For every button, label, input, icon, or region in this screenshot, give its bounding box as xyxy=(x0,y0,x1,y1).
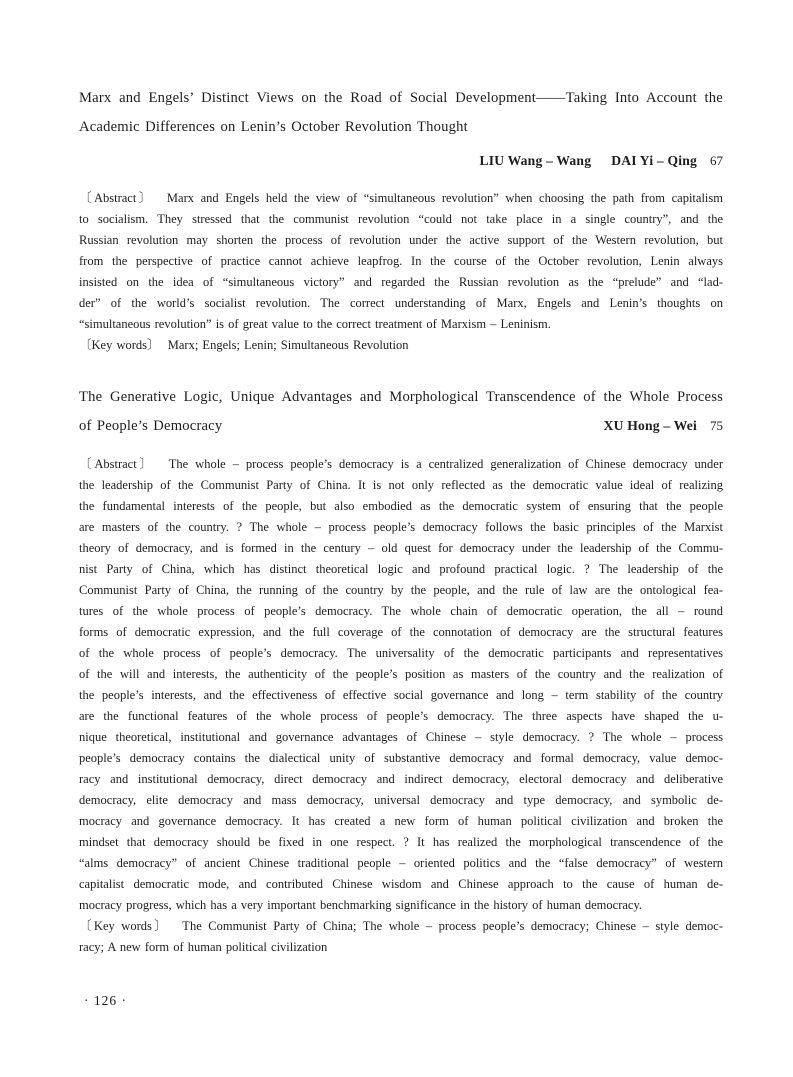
abstract-line: of the whole process of people’s democracy. The universality of the democratic participants and representatives xyxy=(79,646,723,660)
keywords-line: 〔Key words〕 The Communist Party of China; The whole – process people’s democracy; Chinese – style democ- xyxy=(79,919,723,933)
abstract-line: mocracy and governance democracy. It has created a new form of human political civilization and broken the xyxy=(79,814,723,828)
author-name: LIU Wang – Wang xyxy=(479,153,592,168)
article-title-line: Marx and Engels’ Distinct Views on the Road of Social Development——Taking Into Account the xyxy=(79,90,723,106)
abstract-line: racy and institutional democracy, direct democracy and indirect democracy, electoral democracy and deliberative xyxy=(79,772,723,786)
abstract-line: of the will and interests, the authenticity of the people’s position as masters of the country and the realization of xyxy=(79,667,723,681)
abstract-line: are masters of the country. ? The whole – process people’s democracy follows the basic principles of the Marxist xyxy=(79,520,723,534)
abstract-line: the fundamental interests of the people, but also embodied as the democratic system of ensuring that the people xyxy=(79,499,723,513)
articles xyxy=(79,84,723,958)
abstract-line: the people’s interests, and the effectiveness of effective social governance and long – term stability of the country xyxy=(79,688,723,702)
abstract-line: “simultaneous revolution” is of great value to the correct treatment of Marxism – Leninism. xyxy=(79,317,551,331)
abstract-line: tures of the whole process of people’s democracy. The whole chain of democratic operation, the all – round xyxy=(79,604,723,618)
article-page-ref: 75 xyxy=(710,418,723,433)
abstract-line: Russian revolution may shorten the process of revolution under the active support of the Western revolution, but xyxy=(79,233,723,247)
abstract-line: mindset that democracy should be fixed in one respect. ? It has realized the morphological transcendence of the xyxy=(79,835,723,849)
article-page-ref: 67 xyxy=(710,153,723,168)
abstract-line: people’s democracy contains the dialectical unity of substantive democracy and formal democracy, value democ- xyxy=(79,751,723,765)
page-number: · 126 · xyxy=(84,993,127,1008)
author-name: DAI Yi – Qing xyxy=(611,153,697,168)
abstract-line: nist Party of China, which has distinct theoretical logic and profound practical logic. ? The leadership of the xyxy=(79,562,723,576)
abstract-line: to socialism. They stressed that the communist revolution “could not take place in a single country”, and the xyxy=(79,212,723,226)
byline-row xyxy=(79,147,723,175)
abstract-line: der” of the world’s socialist revolution. The correct understanding of Marx, Engels and Lenin’s thoughts on xyxy=(79,296,723,310)
abstract-line: mocracy progress, which has a very important benchmarking significance in the history of human democracy. xyxy=(79,898,643,912)
byline xyxy=(604,417,723,435)
abstract-line: are the functional features of the whole process of people’s democracy. The three aspects have shaped the u- xyxy=(79,709,723,723)
abstract-line: Communist Party of China, the running of the country by the people, and the rule of law are the ontological fea- xyxy=(79,583,723,597)
title-byline-row xyxy=(79,412,723,441)
abstract-line: forms of democratic expression, and the full coverage of the connotation of democracy are the structural features xyxy=(79,625,723,639)
abstract-line: from the perspective of practice cannot achieve leapfrog. In the course of the October revolution, Lenin always xyxy=(79,254,723,268)
article-title-line: Academic Differences on Lenin’s October Revolution Thought xyxy=(79,119,468,135)
abstract-block xyxy=(79,188,723,356)
abstract-block xyxy=(79,454,723,958)
article-title-line: The Generative Logic, Unique Advantages and Morphological Transcendence of the Whole Process xyxy=(79,389,723,405)
abstract-line: capitalist democratic mode, and contributed Chinese wisdom and Chinese approach to the cause of human de- xyxy=(79,877,723,891)
keywords-line: 〔Key words〕 Marx; Engels; Lenin; Simultaneous Revolution xyxy=(79,338,409,352)
article xyxy=(79,383,723,958)
abstract-line: insisted on the idea of “simultaneous victory” and regarded the Russian revolution as the “prelude” and “lad- xyxy=(79,275,723,289)
abstract-line: nique theoretical, institutional and governance advantages of Chinese – style democracy. ? The whole – process xyxy=(79,730,723,744)
keywords-line: racy; A new form of human political civilization xyxy=(79,940,328,954)
byline xyxy=(480,152,723,169)
article-title-line: of People’s Democracy xyxy=(79,418,223,434)
abstract-line: 〔Abstract〕 Marx and Engels held the view of “simultaneous revolution” when choosing the path from capitalism xyxy=(79,191,723,205)
article xyxy=(79,84,723,356)
abstract-line: democracy, elite democracy and mass democracy, universal democracy and type democracy, and symbolic de- xyxy=(79,793,723,807)
abstract-line: theory of democracy, and is formed in the century – old quest for democracy under the leadership of the Commu- xyxy=(79,541,723,555)
abstract-line: 〔Abstract〕 The whole – process people’s democracy is a centralized generalization of Chinese democracy under xyxy=(79,457,723,471)
author-name: XU Hong – Wei xyxy=(603,418,697,433)
abstract-line: the leadership of the Communist Party of China. It is not only reflected as the democratic value ideal of realizing xyxy=(79,478,723,492)
abstract-line: “alms democracy” of ancient Chinese traditional people – oriented politics and the “false democracy” of western xyxy=(79,856,723,870)
